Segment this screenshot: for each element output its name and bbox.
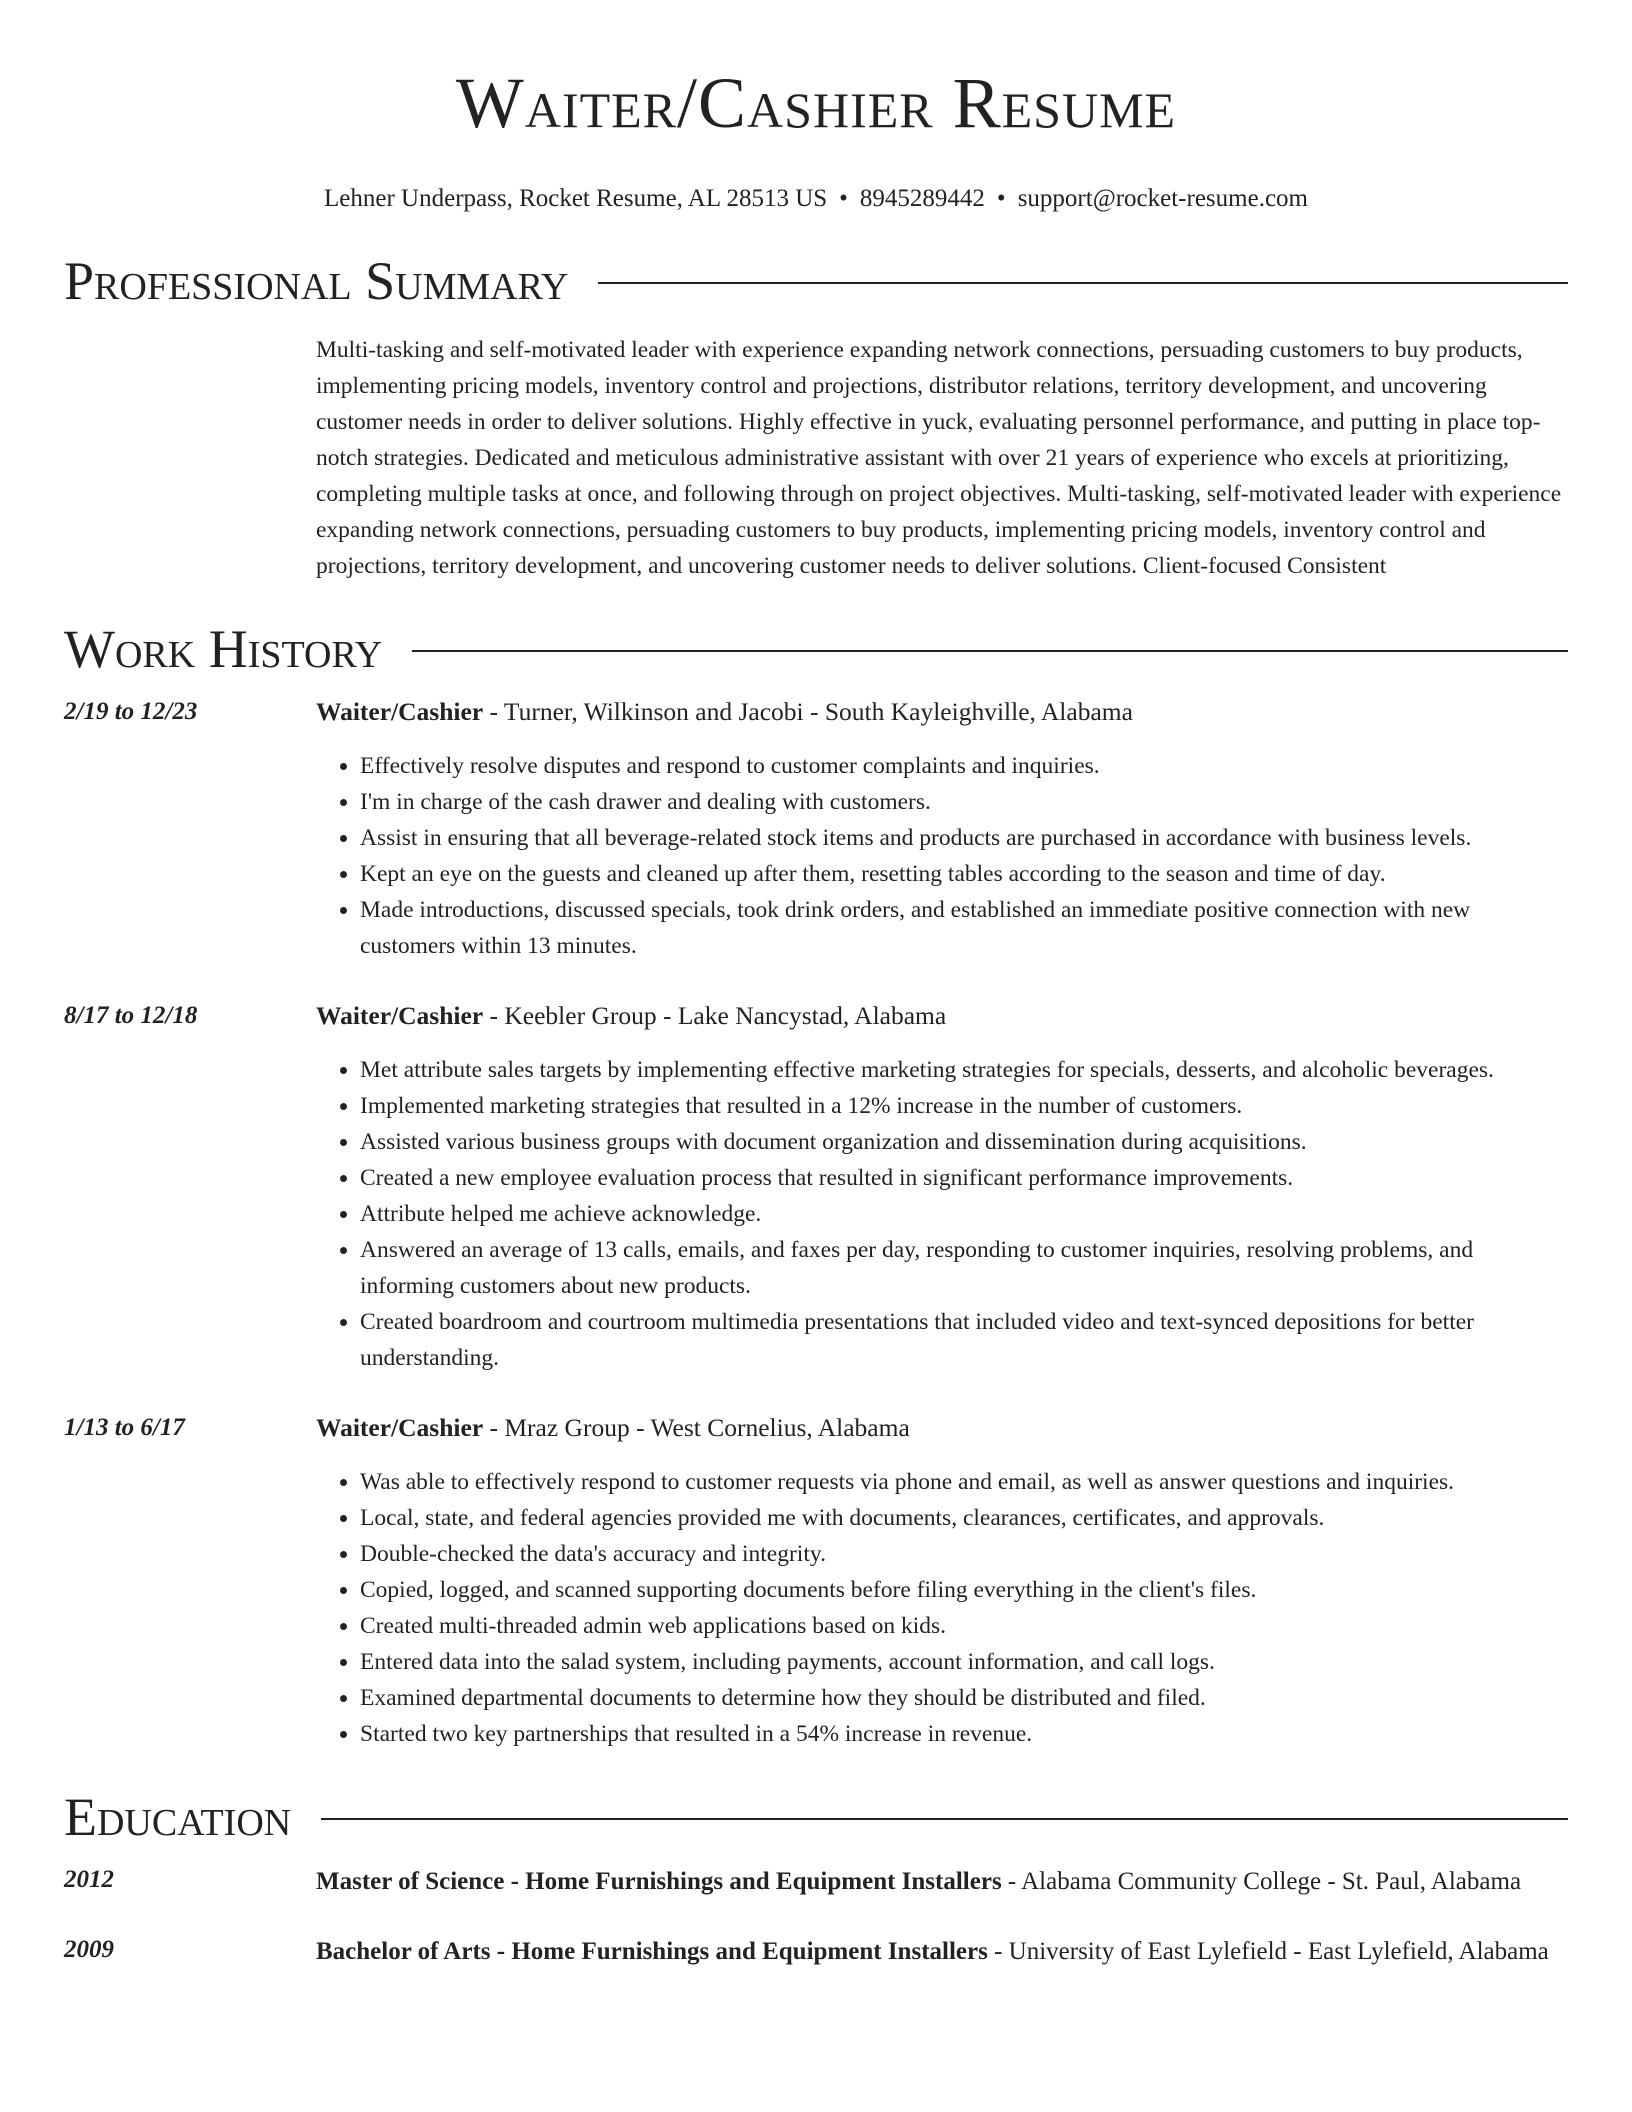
job-bullet: • Created boardroom and courtroom multimedia presentations that included video and text-synced depositions for better understanding. xyxy=(360,1304,1568,1376)
contact-email[interactable]: support@rocket-resume.com xyxy=(1017,185,1308,212)
job-bullet: • Double-checked the data's accuracy and integrity. xyxy=(360,1536,1568,1572)
job-bullet: • Met attribute sales targets by implementing effective marketing strategies for specials, desserts, and alcoholic beverages. xyxy=(360,1052,1568,1088)
section-divider xyxy=(412,650,1568,652)
resume-title: Waiter/Cashier Resume xyxy=(455,63,1177,143)
job-title-line xyxy=(316,694,1568,730)
summary-text: Multi-tasking and self-motivated leader with experience expanding network connections, persuading customers to buy products, implementing pricing models, inventory control and projections, distributor relations, territory development, and uncovering customer needs in order to deliver solutions. Highly effective in yuck, evaluating personnel performance, and putting in place top-notch strategies. Dedicated and meticulous administrative assistant with over 21 years of experience who excels at prioritizing, completing multiple tasks at once, and following through on project objectives. Multi-tasking, self-motivated leader with experience expanding network connections, persuading customers to buy products, implementing pricing models, inventory control and projections, territory development, and uncovering customer needs to deliver solutions. Client-focused Consistent xyxy=(316,337,1562,579)
education-year: 2012 xyxy=(64,1866,114,1893)
education-year: 2009 xyxy=(64,1936,114,1963)
contact-phone: 8945289442 xyxy=(859,185,985,212)
education-text xyxy=(316,1932,1568,1972)
work-heading: Work History xyxy=(64,619,383,679)
job-bullet: • I'm in charge of the cash drawer and dealing with customers. xyxy=(360,784,1568,820)
job-bullet: • Created a new employee evaluation process that resulted in significant performance improvements. xyxy=(360,1160,1568,1196)
job-bullet: • Made introductions, discussed specials, took drink orders, and established an immediate positive connection with new customers within 13 minutes. xyxy=(360,892,1568,964)
education-section-header xyxy=(64,1786,1568,1848)
job-bullet: • Kept an eye on the guests and cleaned up after them, resetting tables according to the season and time of day. xyxy=(360,856,1568,892)
education-details: - Alabama Community College - St. Paul, Alabama xyxy=(1001,1868,1522,1895)
contact-separator: • xyxy=(839,185,848,212)
job-title: Waiter/Cashier xyxy=(316,697,484,726)
summary-row xyxy=(64,332,1568,584)
education-degree: Master of Science - Home Furnishings and Equipment Installers xyxy=(316,1868,1002,1895)
summary-heading: Professional Summary xyxy=(64,251,569,311)
job-bullet: • Answered an average of 13 calls, emails, and faxes per day, responding to customer inquiries, resolving problems, and informing customers about new products. xyxy=(360,1232,1568,1304)
job-bullet: • Copied, logged, and scanned supporting documents before filing everything in the client's files. xyxy=(360,1572,1568,1608)
job-bullet: • Was able to effectively respond to customer requests via phone and email, as well as answer questions and inquiries. xyxy=(360,1464,1568,1500)
job-title-line xyxy=(316,998,1568,1034)
job-bullet: • Examined departmental documents to determine how they should be distributed and filed. xyxy=(360,1680,1568,1716)
job-entry xyxy=(64,1410,1568,1752)
job-bullet: • Implemented marketing strategies that resulted in a 12% increase in the number of customers. xyxy=(360,1088,1568,1124)
education-heading: Education xyxy=(64,1787,292,1847)
summary-section-header xyxy=(64,250,1568,312)
job-details: - Mraz Group - West Cornelius, Alabama xyxy=(483,1413,910,1442)
job-title: Waiter/Cashier xyxy=(316,1001,484,1030)
job-dates: 2/19 to 12/23 xyxy=(64,698,198,725)
job-entry xyxy=(64,694,1568,964)
job-bullets xyxy=(316,748,1568,964)
work-section-header xyxy=(64,618,1568,680)
education-entry xyxy=(64,1932,1568,1972)
contact-address: Lehner Underpass, Rocket Resume, AL 28513 US xyxy=(324,185,828,212)
job-bullets xyxy=(316,1464,1568,1752)
job-bullet: • Started two key partnerships that resulted in a 54% increase in revenue. xyxy=(360,1716,1568,1752)
contact-separator: • xyxy=(996,185,1006,212)
section-divider xyxy=(598,282,1568,284)
job-details: - Keebler Group - Lake Nancystad, Alabama xyxy=(483,1001,947,1030)
job-bullet: • Assisted various business groups with document organization and dissemination during acquisitions. xyxy=(360,1124,1568,1160)
contact-line xyxy=(64,182,1568,216)
job-dates: 1/13 to 6/17 xyxy=(64,1414,185,1441)
job-bullet: • Entered data into the salad system, including payments, account information, and call logs. xyxy=(360,1644,1568,1680)
education-degree: Bachelor of Arts - Home Furnishings and Equipment Installers xyxy=(316,1938,988,1965)
section-divider xyxy=(321,1818,1568,1820)
job-details: - Turner, Wilkinson and Jacobi - South Kayleighville, Alabama xyxy=(483,697,1133,726)
job-bullet: • Effectively resolve disputes and respond to customer complaints and inquiries. xyxy=(360,748,1568,784)
job-entry xyxy=(64,998,1568,1376)
summary-spacer xyxy=(64,332,316,584)
education-details: - University of East Lylefield - East Lylefield, Alabama xyxy=(987,1938,1549,1965)
job-title: Waiter/Cashier xyxy=(316,1413,484,1442)
job-bullet: • Created multi-threaded admin web applications based on kids. xyxy=(360,1608,1568,1644)
job-bullets xyxy=(316,1052,1568,1376)
education-entry xyxy=(64,1862,1568,1902)
job-bullet: • Local, state, and federal agencies provided me with documents, clearances, certificates, and approvals. xyxy=(360,1500,1568,1536)
education-text xyxy=(316,1862,1568,1902)
job-bullet: • Attribute helped me achieve acknowledge. xyxy=(360,1196,1568,1232)
job-dates: 8/17 to 12/18 xyxy=(64,1002,198,1029)
job-title-line xyxy=(316,1410,1568,1446)
job-bullet: • Assist in ensuring that all beverage-related stock items and products are purchased in accordance with business levels. xyxy=(360,820,1568,856)
